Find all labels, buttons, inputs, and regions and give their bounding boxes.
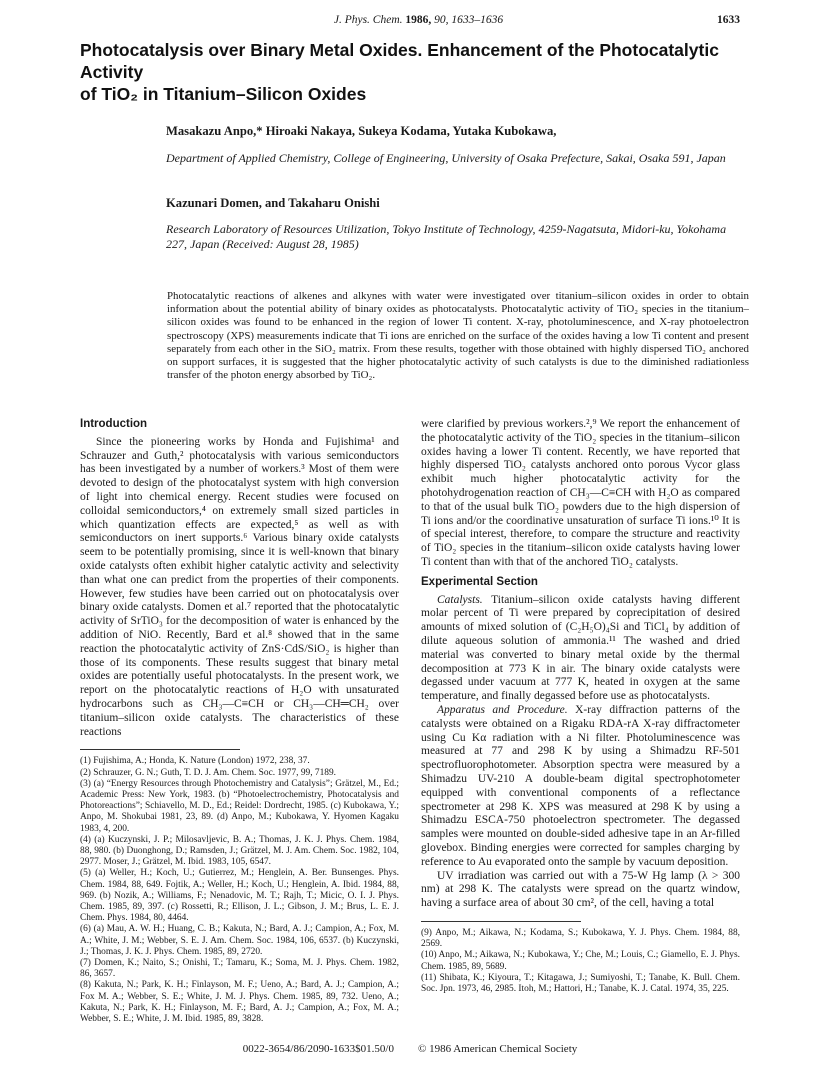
article-code: 0022-3654/86/2090-1633$01.50/0 xyxy=(242,1043,394,1055)
apparatus-text: X-ray diffraction patterns of the catalysts were obtained on a Rigaku RDA-rA X-ray diffractometer using Cu Kα radiation with a Ni filter. Photoluminescence was measured at 77 and 298 K by using a Shimadzu RF-501 spectrofluorophotometer. Absorption spectra were measured by a Shimadzu UV-210 A double-beam digital spectrophotometer equipped with conventional components of a reflectance spectrometer at 298 K. XPS was measured at 298 K by using a Shimadzu ESCA-750 photoelectron spectrometer. The degassed samples were mounted on double-sided adhesive tape in an Ar-filled glovebox. Binding energies were corrected for samples charging by reference to Au evaporated onto the sample by vacuum deposition. xyxy=(421,703,740,868)
reference-item: (6) (a) Mau, A. W. H.; Huang, C. B.; Kakuta, N.; Bard, A. J.; Campion, A.; Fox, M. A.; White, J. M.; Webber, S. E. J. Am. Chem. Soc. 1984, 106, 6537. (b) Kuczynski, J.; Thomas, J. K. J. Phys. Chem. 1985, 89, 2720. xyxy=(80,924,399,957)
uv-paragraph: UV irradiation was carried out with a 75-W Hg lamp (λ > 300 nm) at 298 K. The catalysts were spread on the quartz window, having a surface area of about 30 cm², of the cell, having a total xyxy=(421,869,740,910)
left-column xyxy=(80,418,399,1025)
reference-item: (10) Anpo, M.; Aikawa, N.; Kubokawa, Y.; Che, M.; Louis, C.; Giamello, E. J. Phys. Chem. 1985, 89, 5689. xyxy=(421,950,740,972)
intro-continued: were clarified by previous workers.²,⁹ We report the enhancement of the photocatalytic activity of the TiO₂ species in the titanium–silicon oxides having a lower Ti content. Recently, we have reported that highly dispersed TiO₂ catalysts anchored onto porous Vycor glass exhibit much higher photocatalytic activity for the photohydrogenation reaction of CH₃—C≡CH with H₂O as compared to that of the usual bulk TiO₂ powders due to the high dispersion of Ti ions and/or the coordinative unsaturation of surface Ti ions.¹⁰ It is of special interest, therefore, to compare the structure and reactivity of TiO₂ species in the titanium–silicon oxide catalysts having lower Ti content than with that of the anchored TiO₂ catalysts. xyxy=(421,418,740,568)
title-line-1: Photocatalysis over Binary Metal Oxides. Enhancement of the Photocatalytic Activity xyxy=(80,40,719,82)
references-left xyxy=(80,756,399,1025)
intro-heading: Introduction xyxy=(80,418,148,430)
catalysts-label: Catalysts. xyxy=(437,593,483,606)
running-header xyxy=(80,14,740,26)
reference-item: (4) (a) Kuczynski, J. P.; Milosavljevic, B. A.; Thomas, J. K. J. Phys. Chem. 1984, 88, 980. (b) Duonghong, D.; Ramsden, J.; Grätzel, M. J. Am. Chem. Soc. 1982, 104, 2977. Moser, J.; Grätzel, M. Ibid. 1983, 105, 6547. xyxy=(80,834,399,868)
journal-year: 1986, xyxy=(405,14,432,26)
abstract: Photocatalytic reactions of alkenes and alkynes with water were investigated over titanium–silicon oxides in order to obtain information about the potential ability of binary oxides as photocatalysts. Photocatalytic activity of TiO₂ species in the titanium–silicon oxides was found to be enhanced in the region of lower Ti content. X-ray, photoluminescence, and X-ray photoelectron spectroscopy (XPS) measurements indicate that Ti ions are enriched on the surface of the oxides having a low Ti content and present separately from each other in the SiO₂ matrix. From these results, together with those obtained with highly dispersed TiO₂ anchored on support surfaces, it is suggested that the higher photocatalytic activity of such catalysts is due to the diminished radiationless transfer of the photon energy absorbed by TiO₂. xyxy=(167,290,749,382)
catalysts-paragraph xyxy=(421,594,740,704)
journal-volume: 90, xyxy=(434,14,449,26)
journal-citation xyxy=(334,14,503,26)
affiliation-2: Research Laboratory of Resources Utilization, Tokyo Institute of Technology, 4259-Nagatsuta, Midori-ku, Yokohama 227, Japan (Received: August 28, 1985) xyxy=(166,222,727,251)
article-title xyxy=(80,39,740,105)
reference-item: (2) Schrauzer, G. N.; Guth, T. D. J. Am. Chem. Soc. 1977, 99, 7189. xyxy=(80,767,337,778)
affiliation-1: Department of Applied Chemistry, College of Engineering, University of Osaka Prefecture, Sakai, Osaka 591, Japan xyxy=(166,151,726,165)
intro-paragraph: Since the pioneering works by Honda and Fujishima¹ and Schrauzer and Guth,² photocatalysis with various semiconductors has been investigated by a number of workers.³ Most of them were devoted to design of the photocatalyst system with high conversion of light into chemical energy. Recent studies were focused on colloidal semiconductors,⁴ on extremely small sized particles in which quantization effects are expected,⁵ as well as with semiconductors on inert supports.⁶ Various binary oxide catalysts seem to be potentially promising, since it is well-known that binary oxide catalysts often exhibit higher catalytic activity and selectivity than what one can predict from the properties of their components. However, few studies have been carried out on photocatalysis over binary oxide catalysts. Domen et al.⁷ reported that the photocatalytic activity of SrTiO₃ for the decomposition of water is enhanced by the addition of NiO. Recently, Bard et al.⁸ showed that in the same reaction the photocatalytic activity of ZnS·CdS/SiO₂ is higher than those of its components. These results suggest that binary metal oxides are potentially useful photocatalysts. In the present work, we report on the photocatalytic reactions of H₂O with unsaturated hydrocarbons such as CH₃—C≡CH or CH₃—CH═CH₂ over titanium–silicon oxide catalysts. The characteristics of these reactions xyxy=(80,435,399,738)
page-footer xyxy=(80,1043,740,1055)
page-number: 1633 xyxy=(716,14,740,26)
footnote-divider xyxy=(421,921,581,922)
apparatus-paragraph xyxy=(421,704,740,870)
catalysts-text: Titanium–silicon oxide catalysts having different molar percent of Ti were prepared by coprecipitation of desired amounts of mixed solution of (C₂H₅O)₄Si and TiCl₄ by addition of dilute aqueous solution of ammonia.¹¹ The washed and dried material was converted to binary metal oxide by the thermal decomposition at 773 K in air. The binary oxide catalysts were degassed under vacuum at 777 K, heated in oxygen at the same temperature, and finally degassed before use as photocatalysts. xyxy=(421,593,740,703)
author-group-1: Masakazu Anpo,* Hiroaki Nakaya, Sukeya Kodama, Yutaka Kubokawa, xyxy=(166,124,557,138)
journal-name: J. Phys. Chem. xyxy=(333,14,403,26)
author-group-2: Kazunari Domen, and Takaharu Onishi xyxy=(166,196,380,210)
reference-item: (11) Shibata, K.; Kiyoura, T.; Kitagawa, J.; Sumiyoshi, T.; Tanabe, K. Bull. Chem. Soc. Jpn. 1973, 46, 2985. Itoh, M.; Hattori, H.; Tanabe, K. J. Catal. 1974, 35, 225. xyxy=(421,972,740,994)
title-line-2: of TiO₂ in Titanium–Silicon Oxides xyxy=(80,84,367,104)
reference-item: (5) (a) Weller, H.; Koch, U.; Gutierrez, M.; Henglein, A. Ber. Bunsenges. Phys. Chem. 1984, 88, 649. Fojtik, A.; Weller, H.; Koch, U.; Henglein, A. Ibid. 1984, 88, 969. (b) Nozik, A.; Williams, F.; Nenadovic, M. T.; Rajh, T.; Micic, O. I. J. Phys. Chem. 1985, 89, 397. (c) Rossetti, R.; Ellison, J. L.; Gibson, J. M.; Brus, L. E. J. Chem. Phys. 1984, 80, 4464. xyxy=(80,868,399,924)
experimental-heading: Experimental Section xyxy=(421,575,538,588)
footnote-divider xyxy=(80,749,240,750)
journal-pages: 1633–1636 xyxy=(451,14,504,26)
copyright: © 1986 American Chemical Society xyxy=(417,1043,578,1055)
right-column xyxy=(421,418,740,995)
reference-item: (9) Anpo, M.; Aikawa, N.; Kodama, S.; Kubokawa, Y. J. Phys. Chem. 1984, 88, 2569. xyxy=(421,927,740,950)
reference-item: (1) Fujishima, A.; Honda, K. Nature (London) 1972, 238, 37. xyxy=(80,756,310,767)
reference-item: (3) (a) “Energy Resources through Photochemistry and Catalysis”; Grätzel, M., Ed.; Academic Press: New York, 1983. (b) “Photoelectrochemistry, Photocatalysis and Photoreactions”; Schiavello, M. D., Ed.; Reidel: Dordrecht, 1985. (c) Kubokawa, Y.; Anpo, M. Shokubai 1981, 23, 89. (d) Anpo, M.; Kubokawa, Y. Hyomen Kagaku 1983, 4, 200. xyxy=(80,778,399,834)
reference-item: (8) Kakuta, N.; Park, K. H.; Finlayson, M. F.; Ueno, A.; Bard, A. J.; Campion, A.; Fox M. A.; Webber, S. E.; White, J. M. J. Phys. Chem. 1985, 89, 732. Ueno, A.; Kakuta, N.; Park, K. H.; Finlayson, M. F.; Bard, A. J.; Campion, A.; Fox, M. A.; Webber, S. E.; White, J. M. Ibid. 1985, 89, 3828. xyxy=(80,980,399,1024)
apparatus-label: Apparatus and Procedure. xyxy=(437,703,568,716)
reference-item: (7) Domen, K.; Naito, S.; Onishi, T.; Tamaru, K.; Soma, M. J. Phys. Chem. 1982, 86, 3657. xyxy=(80,957,399,980)
references-right xyxy=(421,928,740,995)
